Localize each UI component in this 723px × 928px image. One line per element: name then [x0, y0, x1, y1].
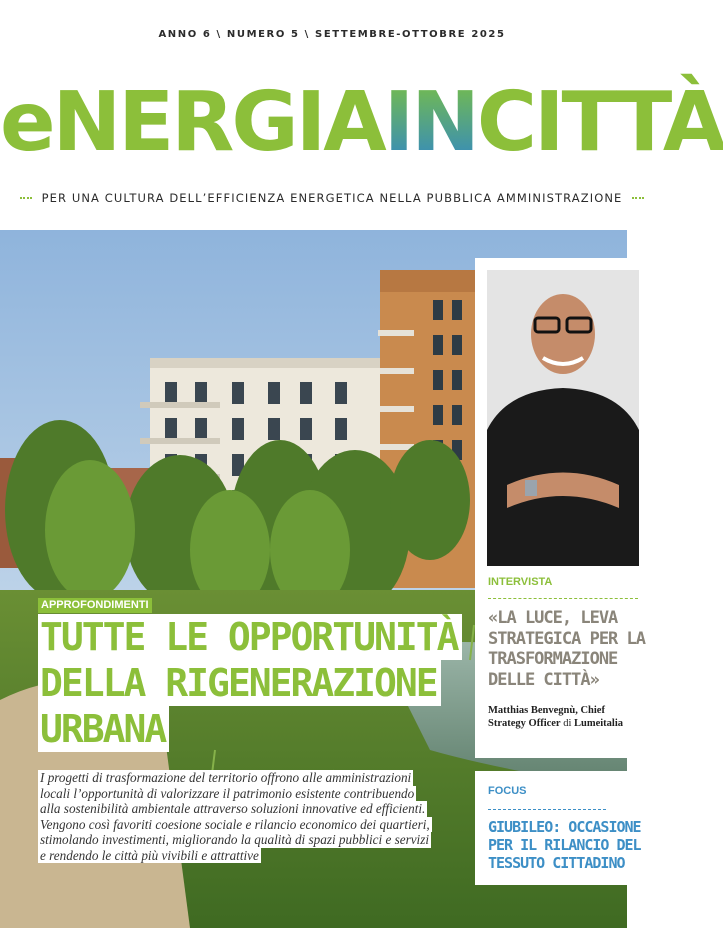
masthead-part-citta: CITTÀ [476, 75, 723, 170]
standfirst-line: e rendendo le città più vivibili e attrattive [40, 847, 259, 863]
interview-label: INTERVISTA [488, 576, 553, 588]
author-company: Lumeitalia [574, 718, 624, 729]
headline-line: TUTTE LE OPPORTUNITÀ [38, 614, 462, 660]
focus-label: FOCUS [488, 785, 527, 797]
tagline-row [20, 186, 644, 210]
author-role: Strategy Officer [488, 718, 561, 729]
focus-title-line: GIUBILEO: OCCASIONE [488, 818, 641, 836]
standfirst-line: Vengono così favoriti coesione sociale e rilancio economico dei quartieri, [40, 816, 430, 832]
tagline: PER UNA CULTURA DELL’EFFICIENZA ENERGETICA NELLA PUBBLICA AMMINISTRAZIONE [41, 191, 623, 205]
focus-divider [488, 809, 606, 810]
standfirst-line: I progetti di trasformazione del territorio offrono alle amministrazioni [40, 770, 412, 785]
masthead-part-energia: eNERGIA [0, 75, 384, 170]
focus-title-line: TESSUTO CITTADINO [488, 854, 625, 872]
tagline-dots-right [632, 197, 644, 199]
author-name: Matthias Benvegnù, Chief [488, 705, 605, 716]
standfirst-line: locali l’opportunità di valorizzare il patrimonio esistente contribuendo [40, 785, 415, 801]
quote-line: TRASFORMAZIONE [488, 649, 618, 669]
standfirst-line: stimolando investimenti, migliorando la qualità di spazi pubblici e servizi [40, 832, 430, 847]
headline-line: URBANA [38, 706, 169, 752]
interview-portrait [487, 270, 639, 566]
section-kicker: APPROFONDIMENTI [38, 598, 152, 613]
quote-line: «LA LUCE, LEVA [488, 608, 618, 628]
issue-line: ANNO 6 \ NUMERO 5 \ SETTEMBRE-OTTOBRE 2025 [158, 29, 506, 40]
interview-box [475, 258, 651, 758]
interview-divider [488, 598, 638, 599]
quote-line: DELLE CITTÀ» [488, 669, 599, 690]
focus-box [475, 771, 651, 885]
author-connector: di [560, 718, 575, 729]
portrait-illustration [487, 270, 639, 566]
masthead-logo [0, 75, 723, 170]
cover-headline [38, 614, 462, 752]
interview-quote [488, 608, 648, 690]
interview-author [488, 704, 648, 730]
quote-line: STRATEGICA PER LA [488, 628, 645, 649]
standfirst-line: alla sostenibilità ambientale attraverso soluzioni innovative ed efficienti. [40, 801, 426, 816]
cover-standfirst [38, 770, 466, 863]
tagline-dots-left [20, 197, 32, 199]
focus-title-line: PER IL RILANCIO DEL [488, 836, 641, 854]
headline-line: DELLA RIGENERAZIONE [38, 660, 441, 706]
focus-title [488, 818, 648, 872]
masthead-part-in: IN [383, 75, 477, 170]
